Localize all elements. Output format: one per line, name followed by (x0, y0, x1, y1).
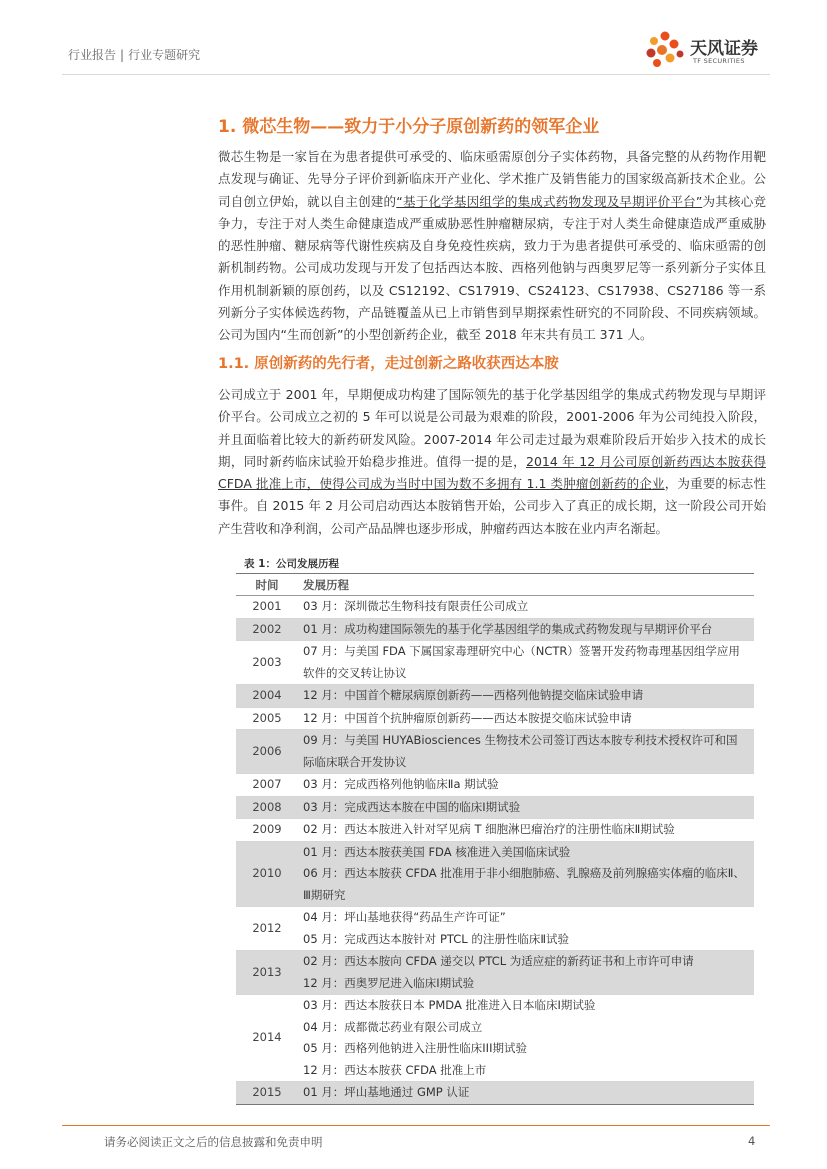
row-event-text: 03 月：完成西格列他钠临床Ⅱa 期试验 (303, 777, 499, 791)
table-row (236, 796, 754, 819)
table-row (236, 819, 754, 842)
section-1-1-paragraph (218, 384, 766, 540)
row-events (298, 1082, 754, 1105)
table-row (236, 995, 754, 1082)
row-events (298, 641, 754, 685)
table-row (236, 841, 754, 907)
section-1-text-underline: “基于化学基因组学的集成式药物发现及早期评价平台” (396, 193, 703, 209)
row-event-text: 12 月：中国首个抗肿瘤原创新药——西达本胺提交临床试验申请 (303, 710, 632, 725)
section-1-1-text-a: 公司成立于 2001 年，早期便成功构建了国际领先的基于化学基因组学的集成式药物发现与早期评价平台。公司成立之初的 5 年可以说是公司最为艰难的阶段，2001-2006 年为公司纯投入阶段，并且面临着比较大的新药研发风险。2007-2014 年公司走过最为艰难阶段后开始步入技术的成长期，同时新药临床试验开始稳步推进。值得一提的是， (218, 387, 766, 469)
row-events (298, 841, 754, 907)
logo-text-cn: 天风证券 (690, 39, 758, 59)
row-event-text: 02 月：西达本胺进入针对罕见病 T 细胞淋巴瘤治疗的注册性临床Ⅱ期试验 (303, 822, 675, 836)
row-year: 2008 (236, 796, 298, 819)
row-year: 2003 (236, 641, 298, 685)
row-event-text: 05 月：完成西达本胺针对 PTCL 的注册性临床Ⅱ试验 (303, 931, 569, 946)
header-report-type (68, 46, 200, 63)
section-1-text-a: 微芯生物是一家旨在为患者提供可承受的、临床亟需原创分子实体药物，具备完整的从药物作用靶点发现与确证、先导分子评价到新临床开产业化、学术推广及销售能力的国家级高新技术企业。公司自创立伊始，就以自主创建的 (218, 149, 766, 209)
table-row (236, 907, 754, 951)
row-event-text: 01 月：成功构建国际领先的基于化学基因组学的集成式药物发现与早期评价平台 (303, 621, 713, 636)
table-row (236, 730, 754, 774)
row-event-text: 01 月：西达本胺获美国 FDA 核准进入美国临床试验 (303, 844, 571, 859)
logo-flower-icon (640, 30, 688, 70)
row-event-text: 03 月：完成西达本胺在中国的临床Ⅰ期试验 (303, 799, 521, 814)
section-1-1-title: 1.1. 原创新药的先行者，走过创新之路收获西达本胺 (218, 356, 559, 372)
row-event-text: 06 月：西达本胺获 CFDA 批准用于非小细胞肺癌、乳腺癌及前列腺癌实体瘤的临床Ⅱ、Ⅲ期研究 (303, 866, 745, 902)
footer-disclaimer: 请务必阅读正文之后的信息披露和免责申明 (104, 1135, 323, 1149)
row-events (298, 951, 754, 995)
row-events (298, 596, 754, 619)
development-history-table (236, 573, 754, 1105)
table-header-row (236, 574, 754, 596)
table-row (236, 707, 754, 730)
row-event-text: 02 月：西达本胺向 CFDA 递交以 PTCL 为适应症的新药证书和上市许可申请 (303, 954, 694, 968)
col-header-year: 时间 (236, 574, 298, 596)
header-divider (62, 74, 770, 75)
row-year: 2004 (236, 685, 298, 708)
row-event-text: 04 月：坪山基地获得“药品生产许可证” (303, 910, 506, 924)
row-year: 2006 (236, 730, 298, 774)
row-event-text: 12 月：西奥罗尼进入临床Ⅰ期试验 (303, 975, 475, 990)
table-row (236, 774, 754, 797)
table-caption: 表 1：公司发展历程 (244, 558, 339, 570)
row-events (298, 995, 754, 1082)
section-1-title: 1. 微芯生物——致力于小分子原创新药的领军企业 (218, 117, 600, 137)
row-event-text: 04 月：成都微芯药业有限公司成立 (303, 1019, 483, 1034)
row-year: 2010 (236, 841, 298, 907)
row-event-text: 07 月：与美国 FDA 下属国家毒理研究中心（NCTR）签署开发药物毒理基因组学应用软件的交叉转让协议 (303, 644, 740, 680)
row-year: 2014 (236, 995, 298, 1082)
row-events (298, 730, 754, 774)
header-separator: | (120, 48, 125, 62)
report-type-label: 行业报告 (68, 48, 117, 62)
row-event-text: 09 月：与美国 HUYABiosciences 生物技术公司签订西达本胺专利技术授权许可和国际临床联合开发协议 (303, 733, 738, 769)
footer-divider (62, 1125, 770, 1126)
section-1-paragraph (218, 146, 766, 347)
table-row (236, 618, 754, 641)
report-subtype-label: 行业专题研究 (128, 48, 201, 62)
row-event-text: 03 月：西达本胺获日本 PMDA 批准进入日本临床Ⅰ期试验 (303, 998, 596, 1012)
tf-securities-logo (640, 30, 770, 70)
table-row (236, 596, 754, 619)
row-year: 2001 (236, 596, 298, 619)
table-row (236, 685, 754, 708)
row-year: 2002 (236, 618, 298, 641)
section-1-text-b: 为其核心竞争力，专注于对人类生命健康造成严重威胁恶性肿瘤糖尿病，专注于对人类生命健康造成严重威胁的恶性肿瘤、糖尿病等代谢性疾病及自身免疫性疾病，致力于为患者提供可承受的、临床亟需的创新机制药物。公司成功发现与开发了包括西达本胺、西格列他钠与西奥罗尼等一系列新分子实体且作用机制新颖的原创药，以及 CS12192、CS17919、CS24123、CS17938、CS27186 等一系列新分子实体候选药物，产品链覆盖从已上市销售到早期探索性研究的不同阶段、不同疾病领域。公司为国内“生而创新”的小型创新药企业，截至 2018 年末共有员工 371 人。 (218, 193, 766, 343)
col-header-event: 发展历程 (298, 574, 754, 596)
row-events (298, 819, 754, 842)
row-event-text: 12 月：中国首个糖尿病原创新药——西格列他钠提交临床试验申请 (303, 688, 644, 702)
row-year: 2012 (236, 907, 298, 951)
row-events (298, 618, 754, 641)
row-event-text: 01 月：坪山基地通过 GMP 认证 (303, 1085, 470, 1099)
row-event-text: 03 月：深圳微芯生物科技有限责任公司成立 (303, 599, 529, 613)
table-row (236, 1082, 754, 1105)
row-year: 2015 (236, 1082, 298, 1105)
row-events (298, 707, 754, 730)
row-year: 2005 (236, 707, 298, 730)
row-events (298, 685, 754, 708)
logo-text-en: TF SECURITIES (693, 57, 745, 65)
section-1-1-text-underline: 2014 年 12 月公司原创新药西达本胺获得 CFDA 批准上市，使得公司成为当时中国为数不多拥有 1.1 类肿瘤创新药的企业 (218, 453, 766, 492)
row-year: 2007 (236, 774, 298, 797)
table-body (236, 596, 754, 1105)
table-row (236, 951, 754, 995)
row-events (298, 774, 754, 797)
row-event-text: 12 月：西达本胺获 CFDA 批准上市 (303, 1062, 487, 1077)
page-number: 4 (748, 1134, 756, 1148)
row-event-text: 05 月：西格列他钠进入注册性临床III期试验 (303, 1041, 527, 1055)
row-events (298, 907, 754, 951)
section-1-1-text-b: ，为重要的标志性事件。自 2015 年 2 月公司启动西达本胺销售开始，公司步入了真正的成长期，这一阶段公司开始产生营收和净利润，公司产品品牌也逐步形成，肿瘤药西达本胺在业内声名渐起。 (218, 476, 766, 536)
table-row (236, 641, 754, 685)
row-year: 2009 (236, 819, 298, 842)
row-year: 2013 (236, 951, 298, 995)
row-events (298, 796, 754, 819)
